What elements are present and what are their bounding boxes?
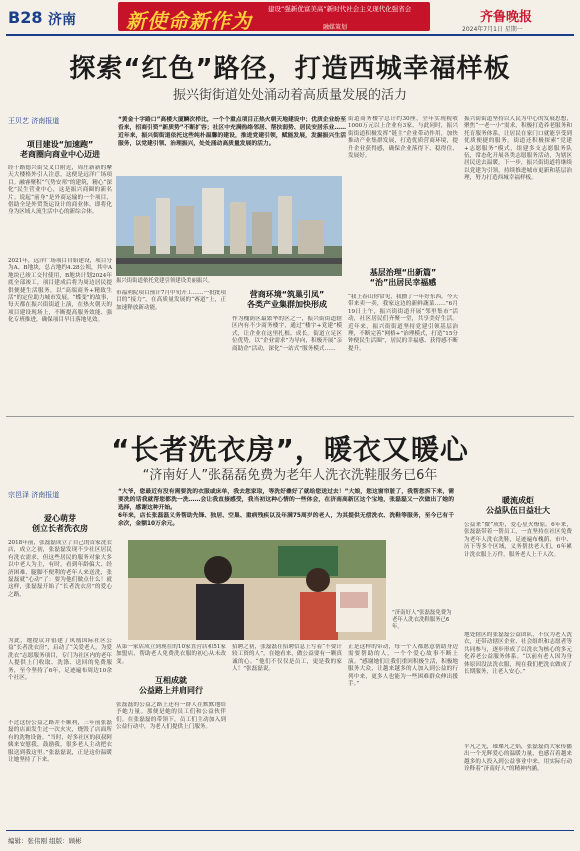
page-header [0,0,580,34]
story1-subhead-1: 项目建设“加速跑” 老商圈向商业中心迈进 [20,140,100,159]
story1-subhead-3: 基层治理“出新篇” “治”出居民幸福感 [369,268,437,287]
story1-column-1: 经十路德兴街交叉口附近，周庄新新的摩天大楼格外引人注意，这便是远洋广场项目。融睿聚积“气势安邦”的建筑，精心“深化”民生营业中心，这是振兴商圈的新名片。说起“前身”是外商运输的一个项目，借助全是外贸货运设计的商业体，即将化身为区域人流生活中心的新综合体。 [8,165,112,216]
story2-subhead-3: 暖流成炬 公益队伍日益壮大 [486,496,550,515]
story2-byline: 宗邑泽 济南报道 [8,491,60,499]
story1-subhead-2: 营商环境“筑巢引凤” 各类产业集群加快形成 [247,290,327,309]
story2-subhead: “济南好人”张磊磊免费为老年人洗衣洗鞋服务已6年 [142,468,438,483]
issue-date: 2024年7月1日 星期一 [462,26,523,33]
banner-title: 新使命新作为 [126,9,252,33]
laundry-service-image [128,540,386,640]
story1-column-4: 作为槐荫区最繁华的区之一，振兴街街道辖区内有不少商务楼宇，通过“楼宇+党建”模式，让企业在这里扎根、成长。街道立足区位优势，以“企业需求”为导向，积极开展“亲商助企”活动，深化“一站式”服务模式…… [232,316,342,352]
story2-photo [128,540,386,640]
story1-lead: “黄金十字路口”高楼大厦鳞次栉比，一个个重点项目正热火朝天地建设中；优质企业纷至沓来，招商引资“新质势”不断扩容；社区中充满热络邻居、帮扶弱势、居民安居乐业……近年来，振兴街街道依托这些纯朴温馨的建设，推进党建引领，赋能发展，发掘振兴生活服务，以党建引领、治理振兴，处处涌动高质量发展的活力。 [118,117,346,147]
story1-photo [116,176,342,276]
story1-subhead: 振兴街街道处处涌动着高质量发展的活力 [172,88,407,103]
story2-headline: “长者洗衣房”，暖衣又暖心 [111,433,469,466]
footer-rule [6,830,574,831]
newspaper-logo: 齐鲁晚报 [480,10,533,25]
story2-column-5: 张磊磊的公益之路上还有一群人在默默地给予她力量。那便是她的员工们和公益伙伴们。在张磊磊的带领下，员工们主动加入到公益行动中，为老人们提供上门服务。 [116,702,226,731]
story2-subhead-2: 互相成就 公益路上并肩同行 [139,676,203,695]
story1-photo-caption: 振兴街街道依托党建引领建设美丽振兴。 [116,278,214,284]
story1-byline: 王贝艺 济南报道 [8,117,60,125]
story2-column-8: 公益来“微”成炬，爱心星火燎原。6年来，张磊磊带着一帮员工，一直坚持在社区免费为老年人洗衣洗鞋，足迹遍布槐荫、市中、历下等多个区域，义务帮扶老人们，6年累计洗衣服上万件，服务老人上千人次。 [464,522,572,558]
editor-credits: 编辑：张伟刚 组版：顾彬 [8,837,82,845]
story1-column-3: 市福利院项目预计7月中旬开工……一批批项目的“接力”，在高质量发展的“赛道”上，正加速释放新动能。 [116,290,226,311]
story-divider [6,416,574,417]
story2-lead: “大爷，您最近有没有需要洗的衣服或床单，我去您家取，等洗好叠好了就给您送过去！”大娘，您这窗帘脏了，我帮您拆下来，需要洗的话我就帮您都洗一洗……会让我直接感受，我当初这种心情的一些体会，在济南高新区这个宝地，张磊磊又一次做出了她的选择，感谢这种开始。 6年来，店长张磊磊义务帮助先锋、独居、空巢、重病残疾以及年满75周岁的老人，为其提供无偿洗衣、洗鞋等服务，至今已有千余次，金额10万余元。 [118,489,454,527]
story1-column-7: 振兴街街道坚持以人民为中心的发展思想，聚焦“一老一小”需求，积极打造养老服务和托育服务体系，让居民在家门口就能享受到优质便捷的服务。街道还积极探索“党建+志愿服务”模式，组建多支志愿服务队伍，常态化开展各类志愿服务活动，为辖区居民送去温暖。下一步，振兴街街道将继续以党建为引领，持续推进城市更新和基层治理，努力打造西城幸福样板。 [464,116,572,182]
story2-column-7: 正是这样的带动，每一个人都愿意帮助身边需要帮助的人，一个个爱心故事不断上演。“感谢她们让我们重回积极生活，积极地服务大众，让越来越多的人加入到公益的行列中来，更多人也能为一些困难群众伸出援手。” [348,644,458,688]
story2-column-10: 平凡之光，璀璨凡之焰，张磊磊尚大家传播出一个光辉爱心的温暖力量，也感召着越来越多的人投入到公益事业中来，用实际行动诠释着“济南好人”的精神内涵。 [464,744,572,773]
story2-column-1: 2018年前，张磊磊成立了自己的首家洗衣店，成立之初，张磊磊发现不少社区居民有洗衣需求，但这些居民的服务对象大多以中老人为主，有时，看到年龄偏大、经济困难、腿脚不便利的老年人来送洗，张磊磊就“心动”了：要为他们做点什么！就这样，张磊磊开始了“长者洗衣房”的爱心之路。 [8,540,112,598]
city-skyline-image [116,176,342,276]
section-name: 济南 [48,12,76,28]
story1-column-2: 2021年，远洋广场项目自始建设，项目分为A、B地块，总占地约4.28公顷，其中A地块已竣工交付使用，B地块计划2024年底全部竣工，项目建成后将为周边居民提供便捷生活服务，以“高端商务+精致生活”的定位助力城市发展。“蝶变”的故事，每天都在振兴街街道上演，在热火朝天的项目建设现场上，不断提高服务效能、强化专班推进，确保项目早日落地见效。 [8,258,112,324]
story1-column-5: 街道商务楼宇总计约30座，全年实现税收1000万元以上企业有3家，与此同时，振兴街街道积极发挥“链主”企业带动作用，加快推动产业集群发展，打造优质营商环境，提升企业获得感，确保企业落得下、稳得住、发展好。 [348,116,458,160]
story2-column-4: 从第一家店成立到现在的10家直营店和51家加盟店，帮助老人免费洗衣服的初心从未改变。 [116,644,226,665]
campaign-banner [118,2,430,31]
banner-subtitle: 融媒策划 [323,24,348,31]
page-number: B28 [8,8,43,27]
story2-subhead-1: 爱心萌芽 创立长者洗衣房 [32,514,88,533]
story2-column-3: 不过这份公益之路并不顺利，三年前张磊磊的店面发生过一次火灾，烧毁了店面所有的洗物设备。“当时，好多社区的叔叔阿姨来安慰我，鼓励我，很多老人主动把衣服送到我这里。”张磊磊说，正是这份温暖让她坚持了下来。 [8,720,112,764]
story1-column-6: “我上春山你常见，我攒了一年好东西。今天带来卖一卖，我家这边的新鲜蔬菜……”6月19日上午，振兴街街道开展“邻里集市”活动，社区居民们齐聚一堂，共享美好生活。近年来，振兴街街道坚持党建引领基层治理，不断完善“网格+”治理模式，打造“15分钟便民生活圈”，居民的幸福感、获得感不断提升。 [348,294,458,352]
story2-column-6: 招聘之初，张磊磊在招聘信息上写着“不要计较工资的人”，在她看来，做公益要有一颗真诚的心。“他们不仅仅是员工，更是我的家人！”张磊磊说。 [232,644,342,673]
story1-headline: 探索“红色”路径，打造西城幸福样板 [69,54,511,84]
story2-column-9: 地处辖区的张磊磊公益团队，不仅为老人洗衣，还带动辖区企业、社会组织和志愿者等共同参与，逐步形成了以洗衣为核心的多元化养老公益服务体系。“以前有老人因为身体原因没法洗衣服，现在我们把洗衣做成了长期服务，让老人安心。” [464,632,572,676]
story2-photo-caption: “济南好人”张磊磊免费为老年人洗衣洗鞋服务已6年。 [392,610,452,630]
header-rule [6,34,574,36]
banner-tagline: 建设“强新优富美高”新时代社会主义现代化强省会 [268,5,412,13]
story2-column-2: 为此，她提议并倡建了凤凰国际社区公益“长者洗衣房”，启动了“关爱老人，为爱洗衣”志愿服务项目，专门为社区内的老年人提供上门收取、洗涤、送回的免费服务，至今坚持了6年，足迹遍布周边10余个社区。 [8,638,112,682]
